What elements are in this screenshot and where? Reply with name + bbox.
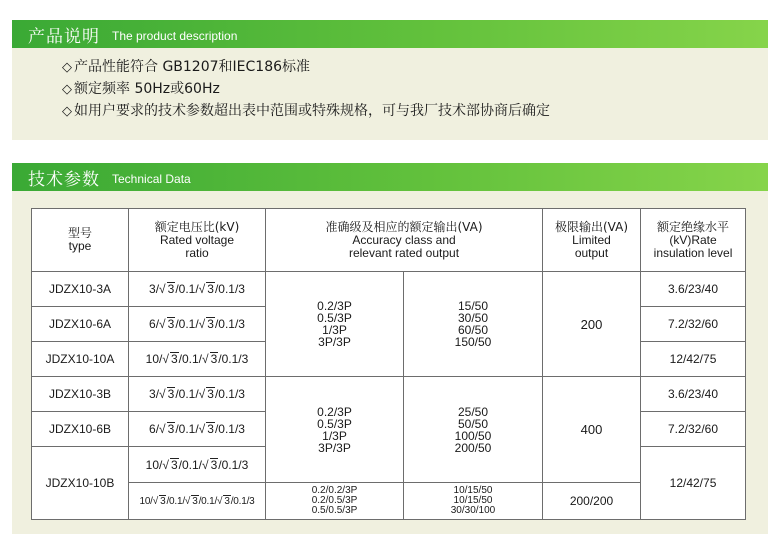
sqrt-icon: √ (202, 352, 209, 366)
insulation-cell: 12/42/75 (641, 342, 746, 377)
header-type: 型号 type (32, 209, 129, 272)
table-row (32, 483, 746, 520)
header-limited-output: 极限输出(VA) Limited output (543, 209, 641, 272)
description-item: ◇ 如用户要求的技术参数超出表中范围或特殊规格，可与我厂技术部协商后确定 (62, 103, 550, 119)
sqrt-icon: √ (159, 317, 166, 331)
accuracy-class-group-a: 0.2/3P 0.5/3P 1/3P 3P/3P (266, 272, 404, 377)
voltage-ratio-cell: 10/√ 3/0.1/√ 3/0.1/√ 3/0.1/3 (129, 483, 266, 520)
insulation-cell: 12/42/75 (641, 447, 746, 520)
header-accuracy-class: 准确级及相应的额定输出(VA) Accuracy class and relevant rated output (266, 209, 543, 272)
description-title-zh: 产品说明 (28, 26, 100, 47)
sqrt-icon: √ (184, 495, 191, 507)
rated-output-group-c: 10/15/50 10/15/50 30/30/100 (404, 483, 543, 520)
sqrt-icon: √ (198, 282, 206, 296)
technical-data-table (31, 208, 746, 520)
insulation-cell: 7.2/32/60 (641, 307, 746, 342)
accuracy-class-group-b: 0.2/3P 0.5/3P 1/3P 3P/3P (266, 377, 404, 483)
voltage-ratio-cell: 3/√ 3/0.1/√ 3/0.1/3 (129, 272, 266, 307)
voltage-ratio-cell: 3/√ 3/0.1/√ 3/0.1/3 (129, 377, 266, 412)
sqrt-icon: √ (198, 317, 206, 331)
diamond-bullet-icon: ◇ (62, 60, 72, 75)
table-header-row (32, 209, 746, 272)
rated-output-group-b: 25/50 50/50 100/50 200/50 (404, 377, 543, 483)
rated-output-group-a: 15/50 30/50 60/50 150/50 (404, 272, 543, 377)
description-list (12, 48, 768, 122)
sqrt-icon: √ (159, 422, 166, 436)
limited-output-group-a: 200 (543, 272, 641, 377)
type-cell: JDZX10-6A (32, 307, 129, 342)
voltage-ratio-cell: 10/√ 3/0.1/√ 3/0.1/3 (129, 447, 266, 483)
voltage-ratio-cell: 6/√ 3/0.1/√ 3/0.1/3 (129, 412, 266, 447)
header-insulation-level: 额定绝缘水平 (kV)Rate insulation level (641, 209, 746, 272)
sqrt-icon: √ (198, 422, 206, 436)
sqrt-icon: √ (159, 282, 166, 296)
sqrt-icon: √ (198, 387, 206, 401)
sqrt-icon: √ (162, 457, 169, 472)
description-item: ◇ 额定频率 50Hz或60Hz (62, 81, 220, 97)
insulation-cell: 3.6/23/40 (641, 272, 746, 307)
type-cell: JDZX10-3B (32, 377, 129, 412)
table-row (32, 377, 746, 412)
technical-title-en: Technical Data (112, 172, 191, 186)
technical-header (12, 163, 768, 191)
diamond-bullet-icon: ◇ (62, 82, 72, 97)
type-cell: JDZX10-10A (32, 342, 129, 377)
description-header (12, 20, 768, 48)
type-cell: JDZX10-10B (32, 447, 129, 520)
voltage-ratio-cell: 6/√ 3/0.1/√ 3/0.1/3 (129, 307, 266, 342)
sqrt-icon: √ (162, 352, 169, 366)
insulation-cell: 3.6/23/40 (641, 377, 746, 412)
table-row (32, 272, 746, 307)
type-cell: JDZX10-6B (32, 412, 129, 447)
sqrt-icon: √ (217, 495, 223, 507)
sqrt-icon: √ (159, 387, 166, 401)
sqrt-icon: √ (202, 457, 209, 472)
technical-title-zh: 技术参数 (28, 169, 100, 190)
type-cell: JDZX10-3A (32, 272, 129, 307)
description-panel (12, 48, 768, 140)
diamond-bullet-icon: ◇ (62, 104, 72, 119)
limited-output-group-b: 400 (543, 377, 641, 483)
description-item: ◇ 产品性能符合 GB1207和IEC186标准 (62, 59, 311, 75)
sqrt-icon: √ (152, 495, 159, 507)
insulation-cell: 7.2/32/60 (641, 412, 746, 447)
header-voltage-ratio: 额定电压比(kV) Rated voltage ratio (129, 209, 266, 272)
description-title-en: The product description (112, 29, 238, 43)
limited-output-group-c: 200/200 (543, 483, 641, 520)
accuracy-class-group-c: 0.2/0.2/3P 0.2/0.5/3P 0.5/0.5/3P (266, 483, 404, 520)
voltage-ratio-cell: 10/√ 3/0.1/√ 3/0.1/3 (129, 342, 266, 377)
